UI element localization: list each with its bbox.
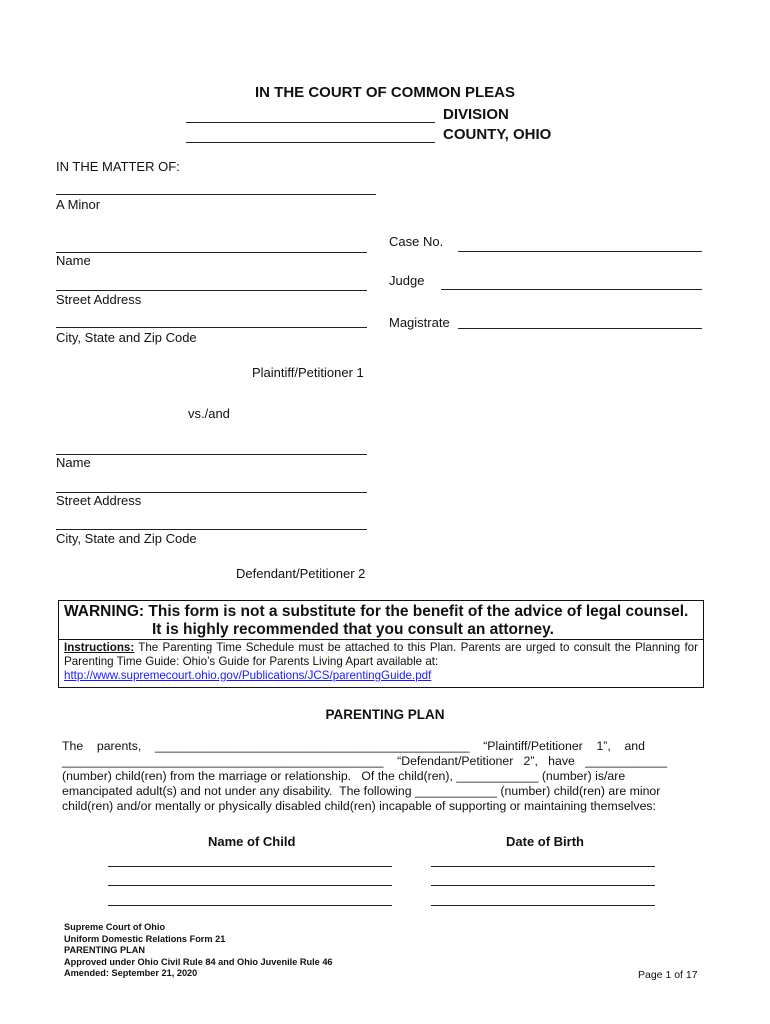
party2-street-label: Street Address: [56, 493, 142, 508]
instructions-body: The Parenting Time Schedule must be attached to this Plan. Parents are urged to consult the Planning for Parenting Time Guide: Ohio’s Guide for Parents Living Apart available at:: [64, 641, 698, 668]
party1-name-field[interactable]: [56, 252, 367, 253]
plan-title: PARENTING PLAN: [325, 707, 445, 722]
warning-line1: WARNING: This form is not a substitute for the benefit of the advice of legal counsel.: [64, 603, 689, 620]
child-dob-header: Date of Birth: [506, 834, 584, 849]
matter-label: IN THE MATTER OF:: [56, 159, 180, 174]
minor-name-line[interactable]: [56, 194, 376, 195]
child-dob-field-2[interactable]: [431, 885, 655, 886]
footer-title: PARENTING PLAN: [64, 945, 145, 955]
judge-label: Judge: [389, 273, 425, 288]
page-number: Page 1 of 17: [638, 969, 698, 981]
magistrate-label: Magistrate: [389, 315, 450, 330]
magistrate-field[interactable]: [458, 328, 702, 329]
child-dob-field-1[interactable]: [431, 866, 655, 867]
plan-line4: emancipated adult(s) and not under any disability. The following ____________ (number) child(ren) are minor: [62, 784, 661, 798]
footer-approved: Approved under Ohio Civil Rule 84 and Ohio Juvenile Rule 46: [64, 956, 333, 967]
vs-label: vs./and: [188, 406, 230, 421]
division-label: DIVISION: [443, 106, 509, 123]
division-blank[interactable]: [186, 122, 435, 123]
parenting-guide-link[interactable]: http://www.supremecourt.ohio.gov/Publications/JCS/parentingGuide.pdf: [64, 669, 432, 682]
form-footer: [64, 922, 333, 980]
child-dob-field-3[interactable]: [431, 905, 655, 906]
instructions-label: Instructions:: [64, 641, 135, 654]
warning-box: [58, 600, 704, 688]
party2-role: Defendant/Petitioner 2: [236, 566, 366, 581]
plan-line1: The parents, ______________________________________________ “Plaintiff/Petitioner 1”, and: [62, 739, 645, 753]
footer-court: Supreme Court of Ohio: [64, 922, 166, 932]
child-name-field-3[interactable]: [108, 905, 392, 906]
footer-amended: Amended: September 21, 2020: [64, 968, 198, 978]
plan-line5: child(ren) and/or mentally or physically disabled child(ren) incapable of supporting or maintaining themselves:: [62, 799, 656, 813]
party2-name-field[interactable]: [56, 454, 367, 455]
party2-city-label: City, State and Zip Code: [56, 531, 197, 546]
child-name-field-1[interactable]: [108, 866, 392, 867]
plan-line2: _______________________________________________ “Defendant/Petitioner 2”, have ____________: [62, 754, 668, 768]
party1-city-field[interactable]: [56, 327, 367, 328]
county-label: COUNTY, OHIO: [443, 126, 552, 143]
party1-street-field[interactable]: [56, 290, 367, 291]
warning-divider: [59, 639, 703, 640]
party2-city-field[interactable]: [56, 529, 367, 530]
case-no-field[interactable]: [458, 251, 702, 252]
plan-line3: (number) child(ren) from the marriage or relationship. Of the child(ren), ____________ (number) is/are: [62, 769, 626, 783]
footer-form: Uniform Domestic Relations Form 21: [64, 933, 226, 944]
child-name-field-2[interactable]: [108, 885, 392, 886]
case-no-label: Case No.: [389, 234, 444, 249]
party1-street-label: Street Address: [56, 292, 142, 307]
instructions-text: [64, 641, 698, 683]
party1-city-label: City, State and Zip Code: [56, 330, 197, 345]
warning-line2: It is highly recommended that you consult an attorney.: [152, 621, 554, 638]
county-blank[interactable]: [186, 142, 435, 143]
minor-label: A Minor: [56, 197, 101, 212]
party1-role: Plaintiff/Petitioner 1: [252, 365, 364, 380]
child-name-header: Name of Child: [208, 834, 296, 849]
court-title: IN THE COURT OF COMMON PLEAS: [255, 84, 515, 101]
party2-name-label: Name: [56, 455, 91, 470]
judge-field[interactable]: [441, 289, 702, 290]
party1-name-label: Name: [56, 253, 91, 268]
